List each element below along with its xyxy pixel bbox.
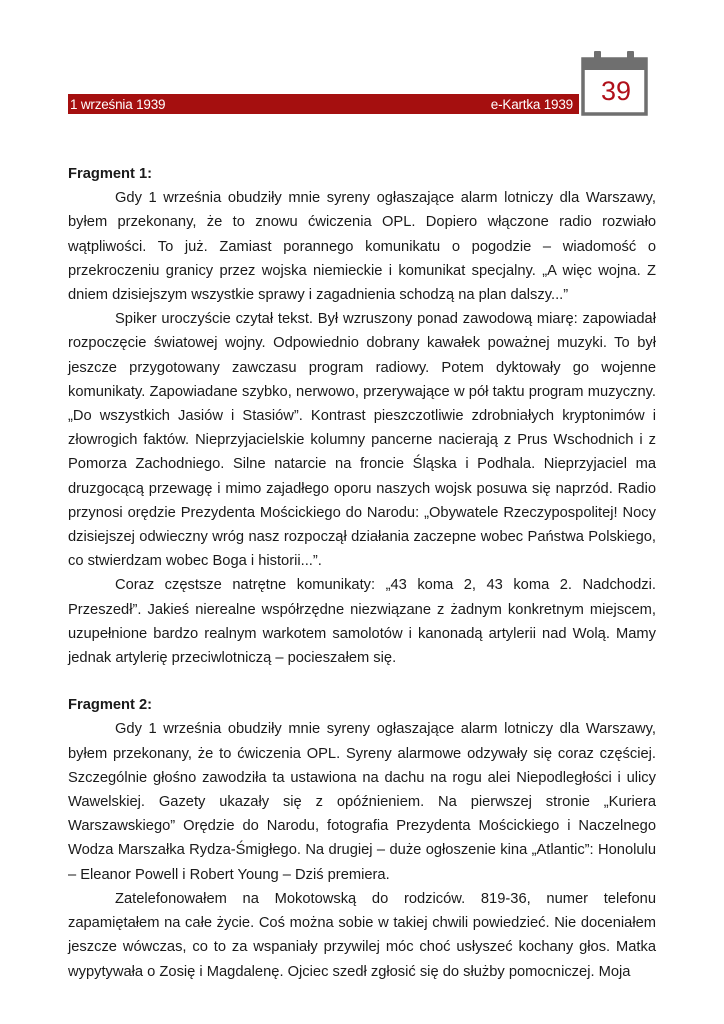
fragment-2	[68, 693, 656, 983]
paragraph: Gdy 1 września obudziły mnie syreny ogłaszające alarm lotniczy dla Warszawy, byłem przekonany, że to ćwiczenia OPL. Syreny alarmowe odzywały się coraz częściej. Szczególnie głośno zawodziła ta ustawiona na dachu na rogu alei Niepodległości i ulicy Wawelskiej. Gazety ukazały się z opóźnieniem. Na pierwszej stronie „Kuriera Warszawskiego” Orędzie do Narodu, fotografia Prezydenta Mościckiego i Naczelnego Wodza Marszałka Rydza-Śmigłego. Na drugiej – duże ogłoszenie kina „Atlantic”: Honolulu – Eleanor Powell i Robert Young – Dziś premiera.	[68, 721, 656, 883]
fragment-title: Fragment 2:	[68, 697, 153, 714]
paragraph: Zatelefonowałem na Mokotowską do rodziców. 819-36, numer telefonu zapamiętałem na całe życie. Coś można sobie w takiej chwili powiedzieć. Nie doceniałem jeszcze wówczas, co to za wspaniały przywilej móc choć usłyszeć kochany głos. Matka wypytywała o Zosię i Magdalenę. Ojciec szedł zgłosić się do służby pomocniczej. Moja	[68, 890, 656, 980]
fragment-title: Fragment 1:	[68, 166, 153, 182]
paragraph: Spiker uroczyście czytał tekst. Był wzruszony ponad zawodową miarę: zapowiadał rozpoczęcie światowej wojny. Odpowiednio dobrany kawałek poważnej muzyki. To był jeszcze przygotowany zawczasu program radiowy. Potem dyktowały go wojenne komunikaty. Zapowiadane szybko, nerwowo, przerywające w pół taktu program muzyczny. „Do wszystkich Jasiów i Stasiów”. Kontrast pieszczotliwie zdrobniałych kryptonimów i złowrogich faktów. Nieprzyjacielskie kolumny pancerne nacierają z Prus Wschodnich i z Pomorza Zachodniego. Silne natarcie na froncie Śląska i Podhala. Nieprzyjaciel ma druzgocącą przewagę i mimo zajadłego oporu naszych wojsk posuwa się naprzód. Radio przynosi orędzie Prezydenta Mościckiego do Narodu: „Obywatele Rzeczypospolitej! Nocy dzisiejszej odwieczny wróg nasz rozpoczął działania zaczepne wobec Państwa Polskiego, co stwierdzam wobec Boga i historii...”.	[68, 311, 656, 570]
page-number: 39	[600, 76, 632, 106]
paragraph: Gdy 1 września obudziły mnie syreny ogłaszające alarm lotniczy dla Warszawy, byłem przekonany, że to znowu ćwiczenia OPL. Dopiero włączone radio rozwiało wątpliwości. To już. Zamiast porannego komunikatu o pogodzie – wiadomość o przekroczeniu granicy przez wojska niemieckie i komunikat specjalny. „A więc wojna. Z dniem dzisiejszym wszystkie sprawy i zagadnienia schodzą na plan dalszy...”	[68, 190, 656, 304]
calendar-page-number	[581, 50, 649, 116]
document-body	[68, 162, 656, 984]
fragment-1	[68, 162, 656, 670]
paragraph: Coraz częstsze natrętne komunikaty: „43 koma 2, 43 koma 2. Nadchodzi. Przeszedł”. Jakieś nierealne współrzędne niezwiązane z żadnym konkretnym miejscem, uzupełnione bardzo realnym warkotem samolotów i kanonadą artylerii nad Wolą. Mamy jednak artylerię przeciwlotniczą – pocieszałem się.	[68, 577, 656, 667]
header-bar	[68, 94, 579, 114]
section-spacer	[68, 670, 656, 693]
header-date: 1 września 1939	[70, 96, 166, 112]
header-series-title: e-Kartka 1939	[490, 96, 573, 112]
